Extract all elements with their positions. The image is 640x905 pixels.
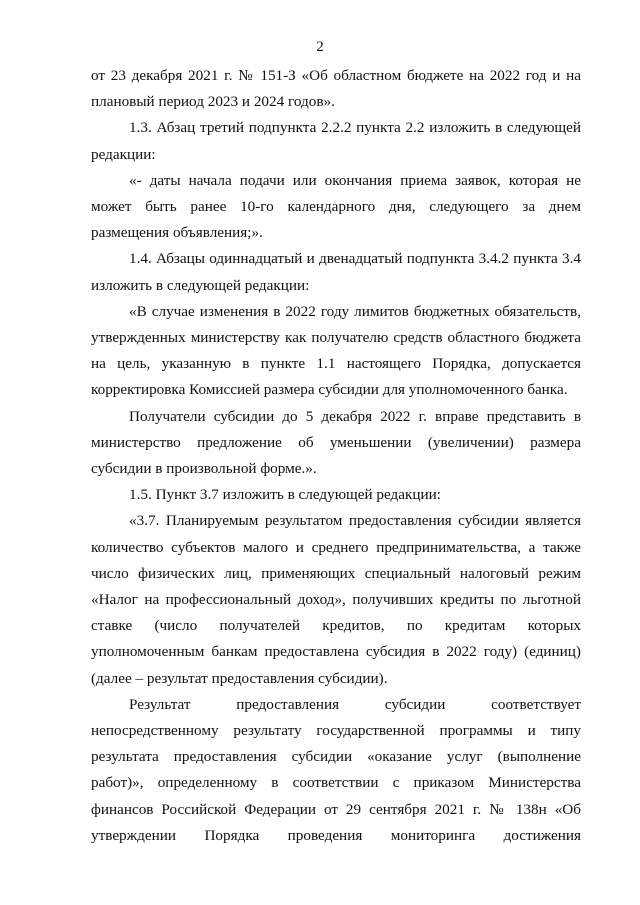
paragraph-subsidy-recipients-deadline: Получатели субсидии до 5 декабря 2022 г. вправе представить в министерство предложение об уменьшении (увеличении) размера субсидии в произвольной форме.».	[91, 407, 581, 478]
paragraph-planned-result: «3.7. Планируемым результатом предоставления субсидии является количество субъектов малого и среднего предпринимательства, а также число физических лиц, применяющих специальный налоговый режим «Налог на профессиональный доход», получивших кредиты по льготной ставке (число получателей кредитов, по кредитам которых уполномоченным банкам предоставлена субсидия в 2022 году) (единиц) (далее – результат предоставления субсидии).	[91, 512, 581, 687]
paragraph-result-correspondence: Результат предоставления субсидии соответствует непосредственному результату государственной программы и типу результата предоставления субсидии «оказание услуг (выполнение работ)», определенному в соответствии с приказом Министерства финансов Российской Федерации от 29 сентября 2021 г. № 138н «Об утверждении Порядка проведения мониторинга достижения	[91, 695, 581, 844]
paragraph-budget-law-reference: от 23 декабря 2021 г. № 151-З «Об областном бюджете на 2022 год и на плановый период 2023 и 2024 годов».	[91, 67, 581, 111]
paragraph-item-1-5: 1.5. Пункт 3.7 изложить в следующей редакции:	[129, 486, 442, 504]
page-number: 2	[316, 39, 324, 55]
paragraph-budget-limit-change: «В случае изменения в 2022 году лимитов бюджетных обязательств, утвержденных министерству как получателю средств областного бюджета на цель, указанную в пункте 1.1 настоящего Порядка, допускается корректировка Комиссией размера субсидии для уполномоченного банка.	[91, 302, 581, 399]
document-body	[91, 63, 581, 849]
paragraph-item-1-4: 1.4. Абзацы одиннадцатый и двенадцатый подпункта 3.4.2 пункта 3.4 изложить в следующей редакции:	[91, 250, 581, 294]
paragraph-application-dates: «- даты начала подачи или окончания приема заявок, которая не может быть ранее 10-го календарного дня, следующего за днем размещения объявления;».	[91, 171, 581, 242]
paragraph-item-1-3: 1.3. Абзац третий подпункта 2.2.2 пункта 2.2 изложить в следующей редакции:	[91, 119, 581, 163]
